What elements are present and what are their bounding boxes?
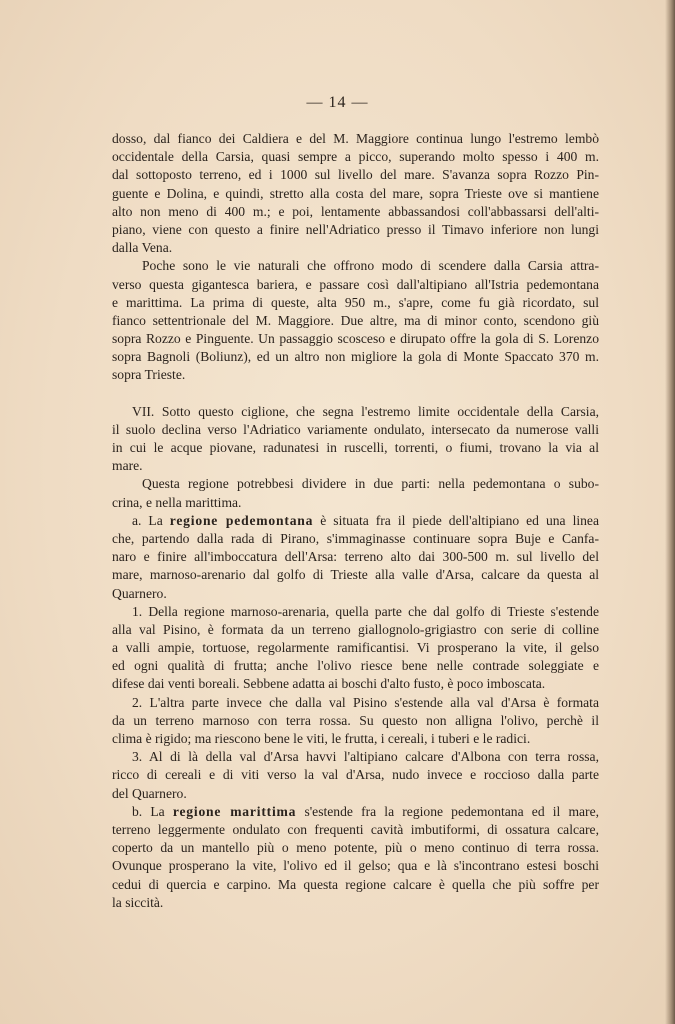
text-line: ed ogni qualità di frutta; anche l'olivo riesce bene nelle contrade soleggiate e [112,658,599,674]
text-line: il suolo declina verso l'Adriatico variamente ondulato, intersecato da numerose valli [112,421,599,437]
text-line: naro e finire all'imboccatura dell'Arsa: terreno alto dai 300-500 m. sul livello del [112,549,599,565]
text-line: in cui le acque piovane, radunatesi in ruscelli, torrenti, o fiumi, trovano la via al [112,440,599,455]
section-gap [112,385,599,403]
text-line: piano, viene con questo a finire nell'Adriatico presso il Timavo inferiore non lungi [112,221,599,237]
section-heading-term: regione pedemontana [169,512,314,528]
paragraph [112,403,599,476]
paragraph [112,257,599,384]
text-line: occidentale della Carsia, quasi sempre a picco, superando molto spesso i 400 m. [112,149,599,165]
text-line: del Quarnero. [112,785,187,801]
text-line: alla val Pisino, è formata da un terreno giallognolo-grigiastro con serie di colline [112,621,599,637]
text-line: sopra Rozzo e Pinguente. Un passaggio scosceso e dirupato offre la gola di S. Lorenzo [112,331,599,347]
item-label: b. [132,803,143,819]
text-line: 3. Al di là della val d'Arsa havvi l'altipiano calcare d'Albona con terra rossa, [132,749,599,765]
page-number: — 14 — [306,94,369,111]
section-heading-term: regione marittima [172,803,297,819]
text-line: Ovunque prosperano la vite, l'olivo ed il gelso; qua e là s'incontrano estesi boschi [112,858,599,874]
text-line: la siccità. [112,894,164,910]
text-line: coperto da un mantello più o meno potente, più o meno continuo di terra rossa. [112,840,599,856]
text-line: Questa regione potrebbesi dividere in due parti: nella pedemontana o subo- [142,476,599,492]
text-line: e marittima. La prima di queste, alta 950 m., s'apre, come fu già ricordato, sul [112,294,599,310]
paragraph [112,603,599,694]
text-line: a. La regione pedemontana è situata fra il piede dell'altipiano ed una linea [132,512,599,528]
text-line: terreno leggermente ondulato con frequenti cavità imbutiformi, di ossatura calcare, [112,821,599,837]
text-line: sopra Bagnoli (Boliunz), ed un altro non migliore la gola di Monte Spaccato 370 m. [112,349,599,365]
text-line: Poche sono le vie naturali che offrono modo di scendere dalla Carsia attra- [142,258,599,274]
text-line: clima è rigido; ma riescono bene le viti, le frutta, i cereali, i tuberi e le radici. [112,731,531,746]
text-line: crina, e nella marittima. [112,494,242,510]
text-line: fianco settentrionale del M. Maggiore. Due altre, ma di minor conto, scendono giù [112,312,599,328]
text-line: 1. Della regione marnoso-arenaria, quella parte che dal golfo di Trieste s'estende [132,603,599,619]
text-line: mare. [112,458,143,474]
paragraph [112,694,599,749]
text-line: difese dai venti boreali. Sebbene adatta ai boschi d'alto fusto, è poco imboscata. [112,676,546,692]
text-line: sopra Trieste. [112,367,186,383]
paragraph [112,475,599,511]
text-line: guente e Dolina, e quindi, stretto alla costa del mare, sopra Trieste ove si mantiene [112,185,599,201]
text-line: 2. L'altra parte invece che dalla val Pisino s'estende alla val d'Arsa è formata [132,694,599,710]
text-line: che, partendo dalla rada di Pirano, s'immaginasse continuare sopra Buje e Canfa- [112,530,599,546]
paragraph [112,130,599,257]
text-line: Quarnero. [112,585,167,601]
text-line: dosso, dal fianco dei Caldiera e del M. Maggiore continua lungo l'estremo lembò [112,131,599,146]
text-line: da un terreno marnoso con terra rossa. Su questo non alligna l'olivo, perchè il [112,712,599,728]
item-label: a. [132,512,142,528]
text-line: a valli ampie, tortuose, regolarmente ramificantisi. Vi prosperano la vite, il gelso [112,640,599,656]
body-text [112,130,599,912]
text-line: VII. Sotto questo ciglione, che segna l'estremo limite occidentale della Carsia, [132,403,599,419]
paragraph [112,748,599,803]
text-line: verso questa gigantesca bariera, e passare così dall'altipiano all'Istria pedemontana [112,276,599,292]
text-line: mare, marnoso-arenario dal golfo di Trieste alla valle d'Arsa, calcare da questa al [112,567,599,583]
text-line: alto non meno di 400 m.; e poi, lentamente abbassandosi coll'abbassarsi dell'alti- [112,203,599,219]
paragraph [112,512,599,603]
text-line: dalla Vena. [112,240,173,256]
text-line: cedui di quercia e carpino. Ma questa regione calcare è quella che più soffre per [112,876,599,892]
text-line: dal sottoposto terreno, ed i 1000 sul livello del mare. S'avanza sopra Rozzo Pin- [112,167,599,183]
paragraph [112,803,599,912]
page-edge-shadow [665,0,675,1024]
text-line: b. La regione marittima s'estende fra la regione pedemontana ed il mare, [132,803,600,819]
text-line: ricco di cereali e di viti verso la val d'Arsa, nudo invece e roccioso dalla parte [112,767,599,783]
